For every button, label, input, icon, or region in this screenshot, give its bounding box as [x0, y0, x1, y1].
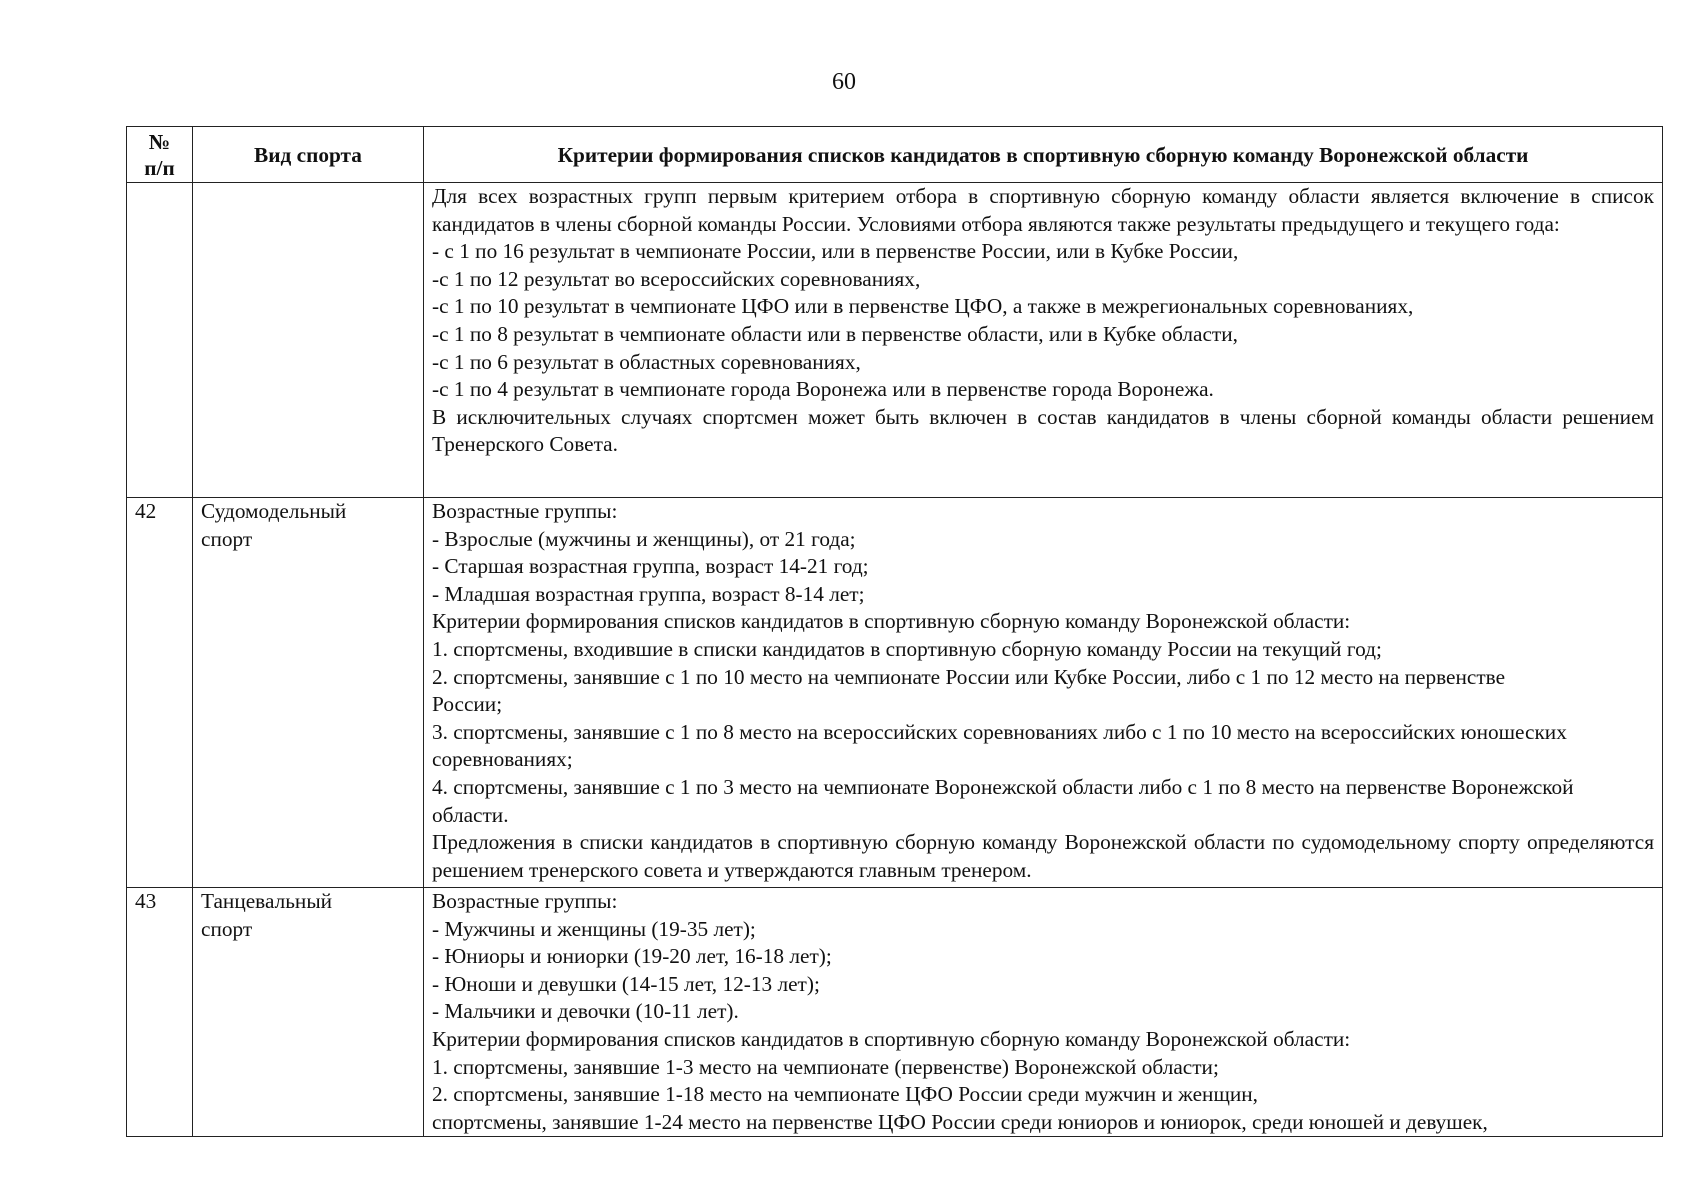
- criteria-line: - с 1 по 16 результат в чемпионате России, или в первенстве России, или в Кубке России,: [432, 239, 1239, 264]
- row-sport: [193, 183, 424, 498]
- header-number: [127, 127, 193, 183]
- criteria-line: Критерии формирования списков кандидатов в спортивную сборную команду Воронежской области:: [432, 1026, 1351, 1051]
- row-number: 42: [127, 498, 193, 888]
- criteria-line: - Старшая возрастная группа, возраст 14-21 год;: [432, 554, 869, 579]
- criteria-line: 2. спортсмены, занявшие 1-18 место на чемпионате ЦФО России среди мужчин и женщин,: [432, 1082, 1258, 1107]
- criteria-line: Возрастные группы:: [432, 889, 618, 913]
- page-number: 60: [832, 69, 856, 95]
- header-row: [127, 127, 1663, 183]
- row-sport: [193, 888, 424, 1137]
- sport-name: Судомодельный спорт: [201, 499, 347, 551]
- header-number-label: № п/п: [144, 129, 175, 180]
- table-header: [127, 127, 1663, 183]
- criteria-closing: Предложения в списки кандидатов в спортивную сборную команду Воронежской области по судомодельному спорту определяются решением тренерского совета и утверждаются главным тренером.: [432, 830, 1654, 882]
- header-criteria: Критерии формирования списков кандидатов в спортивную сборную команду Воронежской области: [424, 127, 1663, 183]
- criteria-line: -с 1 по 8 результат в чемпионате области или в первенстве области, или в Кубке области,: [432, 321, 1238, 346]
- criteria-line: 1. спортсмены, входившие в списки кандидатов в спортивную сборную команду России на текущий год;: [432, 636, 1382, 661]
- criteria-item: 3. спортсмены, занявшие с 1 по 8 место на всероссийских соревнованиях либо с 1 по 10 место на всероссийских юношеских соревнованиях;: [432, 719, 1567, 772]
- criteria-line: -с 1 по 6 результат в областных соревнованиях,: [432, 349, 861, 374]
- criteria-line: - Младшая возрастная группа, возраст 8-14 лет;: [432, 581, 865, 606]
- row-criteria: [424, 888, 1663, 1137]
- row-number: 43: [127, 888, 193, 1137]
- row-criteria: [424, 183, 1663, 498]
- criteria-closing: В исключительных случаях спортсмен может быть включен в состав кандидатов в члены сборной команды области решением Тренерского Совета.: [432, 404, 1654, 457]
- criteria-line: Критерии формирования списков кандидатов в спортивную сборную команду Воронежской области:: [432, 609, 1351, 634]
- sport-name: Танцевальный спорт: [201, 889, 333, 941]
- criteria-line: - Мальчики и девочки (10-11 лет).: [432, 999, 739, 1024]
- criteria-line: Возрастные группы:: [432, 499, 618, 523]
- criteria-line: спортсмены, занявшие 1-24 место на первенстве ЦФО России среди юниоров и юниорок, среди юношей и девушек,: [432, 1109, 1488, 1134]
- criteria-line: -с 1 по 4 результат в чемпионате города Воронежа или в первенстве города Воронежа.: [432, 377, 1214, 402]
- row-sport: [193, 498, 424, 888]
- table-row: [127, 183, 1663, 498]
- header-sport: Вид спорта: [193, 127, 424, 183]
- criteria-line: - Юноши и девушки (14-15 лет, 12-13 лет);: [432, 971, 820, 996]
- criteria-item: 2. спортсмены, занявшие с 1 по 10 место на чемпионате России или Кубке России, либо с 1 по 12 место на первенстве России;: [432, 664, 1506, 717]
- criteria-item: 4. спортсмены, занявшие с 1 по 3 место на чемпионате Воронежской области либо с 1 по 8 место на первенстве Воронежской области.: [432, 774, 1574, 827]
- criteria-line: -с 1 по 12 результат во всероссийских соревнованиях,: [432, 266, 921, 291]
- criteria-line: 1. спортсмены, занявшие 1-3 место на чемпионате (первенстве) Воронежской области;: [432, 1054, 1219, 1079]
- criteria-paragraph: Для всех возрастных групп первым критерием отбора в спортивную сборную команду области является включение в список кандидатов в члены сборной команды России. Условиями отбора являются также результаты предыдущего и текущего года:: [432, 184, 1654, 236]
- table-row: [127, 888, 1663, 1137]
- criteria-line: -с 1 по 10 результат в чемпионате ЦФО или в первенстве ЦФО, а также в межрегиональных соревнованиях,: [432, 294, 1414, 319]
- row-number: [127, 183, 193, 498]
- criteria-line: - Юниоры и юниорки (19-20 лет, 16-18 лет);: [432, 944, 832, 969]
- row-criteria: [424, 498, 1663, 888]
- criteria-line: - Мужчины и женщины (19-35 лет);: [432, 916, 756, 941]
- table-row: [127, 498, 1663, 888]
- criteria-table: [126, 126, 1663, 1137]
- criteria-line: - Взрослые (мужчины и женщины), от 21 года;: [432, 526, 856, 551]
